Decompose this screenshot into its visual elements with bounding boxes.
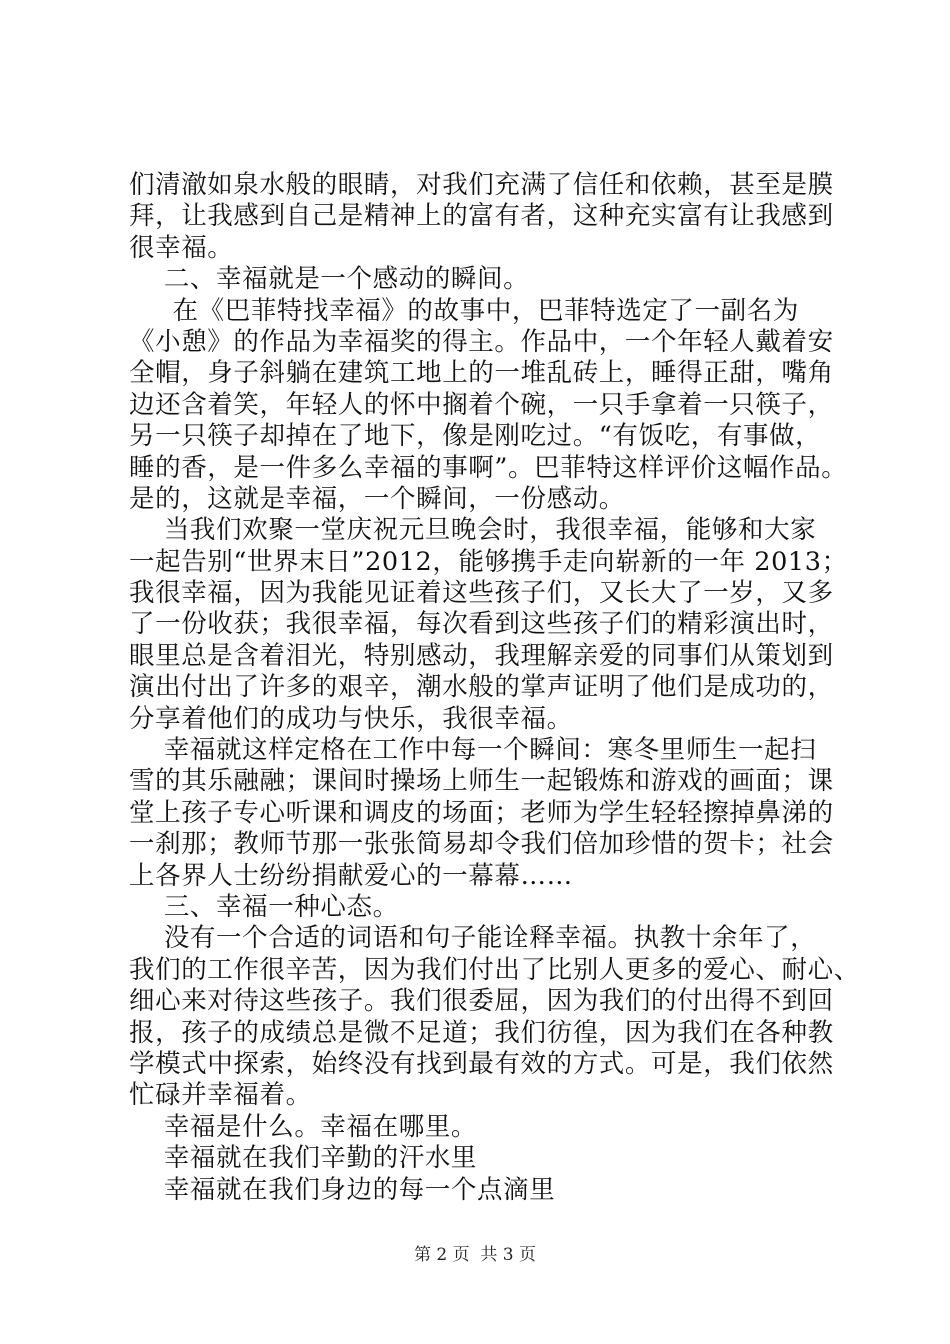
text-line: 边还含着笑，年轻人的怀中搁着个碗，一只手拿着一只筷子， <box>129 389 834 420</box>
text-line: 睡的香，是一件多么幸福的事啊”。巴菲特这样评价这幅作品。 <box>129 452 848 483</box>
text-line: 全帽，身子斜躺在建筑工地上的一堆乱砖上，睡得正甜，嘴角 <box>129 358 834 389</box>
text-line: 一刹那；教师节那一张张简易却令我们倍加珍惜的贺卡；社会 <box>129 829 834 860</box>
text-line: 一起告别“世界末日”2012，能够携手走向崭新的一年 2013； <box>129 546 848 577</box>
text-line: 在《巴菲特找幸福》的故事中，巴菲特选定了一副名为 <box>129 295 799 326</box>
text-line: 幸福就这样定格在工作中每一个瞬间：寒冬里师生一起扫 <box>129 735 817 766</box>
text-line: 学模式中探索，始终没有找到最有效的方式。可是，我们依然 <box>129 1048 834 1079</box>
text-line: 演出付出了许多的艰辛，潮水般的掌声证明了他们是成功的， <box>129 672 834 703</box>
text-line: 是的，这就是幸福，一个瞬间，一份感动。 <box>129 483 625 514</box>
text-line: 拜，让我感到自己是精神上的富有者，这种充实富有让我感到 <box>129 201 834 232</box>
text-line: 了一份收获；我很幸福，每次看到这些孩子们的精彩演出时， <box>129 609 834 640</box>
document-body <box>129 170 860 1206</box>
text-line: 眼里总是含着泪光，特别感动，我理解亲爱的同事们从策划到 <box>129 640 834 671</box>
text-line: 雪的其乐融融；课间时操场上师生一起锻炼和游戏的画面；课 <box>129 766 834 797</box>
text-line: 幸福就在我们辛勤的汗水里 <box>129 1143 478 1174</box>
text-line: 没有一个合适的词语和句子能诠释幸福。执教十余年了， <box>129 923 817 954</box>
text-line: 忙碌并幸福着。 <box>129 1080 312 1111</box>
text-line: 堂上孩子专心听课和调皮的场面；老师为学生轻轻擦掉鼻涕的 <box>129 797 834 828</box>
text-line: 我很幸福，因为我能见证着这些孩子们，又长大了一岁，又多 <box>129 578 834 609</box>
text-line: 很幸福。 <box>129 232 234 263</box>
text-line: 分享着他们的成功与快乐，我很幸福。 <box>129 703 573 734</box>
text-line: 幸福就在我们身边的每一个点滴里 <box>129 1174 556 1205</box>
text-line: 细心来对待这些孩子。我们很委屈，因为我们的付出得不到回 <box>129 986 834 1017</box>
text-line: 《小憩》的作品为幸福奖的得主。作品中，一个年轻人戴着安 <box>129 326 834 357</box>
text-line: 上各界人士纷纷捐献爱心的一幕幕…… <box>129 860 573 891</box>
text-line: 当我们欢聚一堂庆祝元旦晚会时，我很幸福，能够和大家 <box>129 515 817 546</box>
page-number-footer: 第 2 页 共 3 页 <box>413 1245 537 1265</box>
text-line: 们清澈如泉水般的眼睛，对我们充满了信任和依赖，甚至是膜 <box>129 170 834 200</box>
text-line: 我们的工作很辛苦，因为我们付出了比别人更多的爱心、耐心、 <box>129 954 860 985</box>
section-heading: 三、幸福一种心态。 <box>129 891 399 922</box>
section-heading: 二、幸福就是一个感动的瞬间。 <box>129 264 530 295</box>
text-line: 另一只筷子却掉在了地下，像是刚吃过。“有饭吃，有事做， <box>129 421 822 452</box>
text-line: 报，孩子的成绩总是微不足道；我们彷徨，因为我们在各种教 <box>129 1017 834 1048</box>
text-line: 幸福是什么。幸福在哪里。 <box>129 1111 478 1142</box>
